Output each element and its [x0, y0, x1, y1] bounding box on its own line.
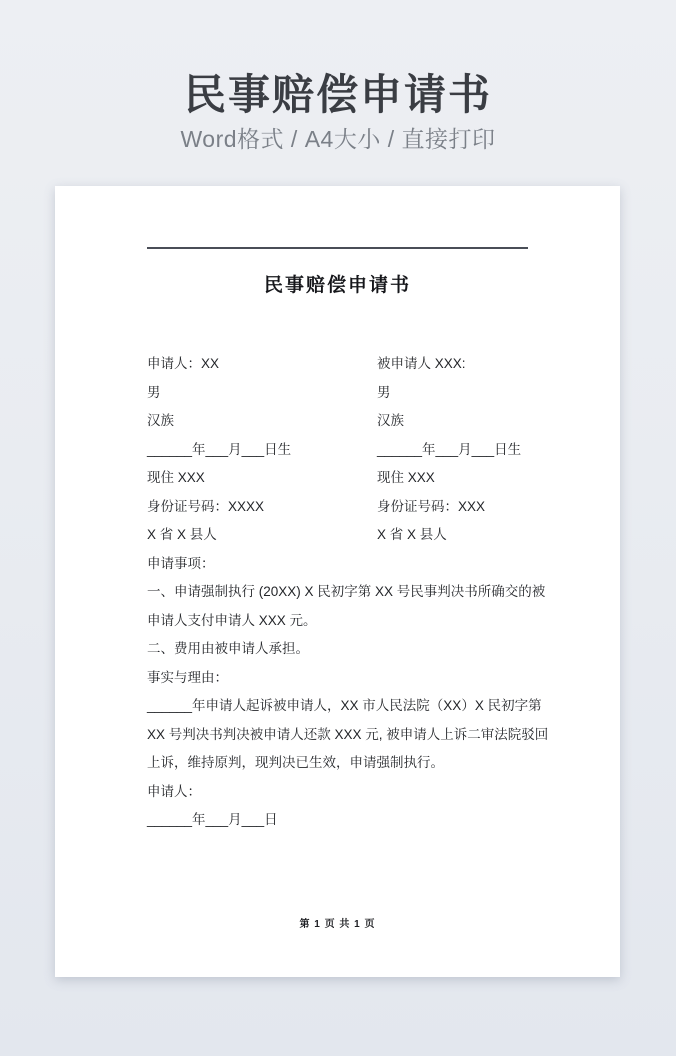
body-line: 上诉，维持原判，现判决已生效，申请强制执行。: [147, 755, 444, 770]
body-line: ______年申请人起诉被申请人，XX 市人民法院（XX）X 民初字第: [147, 698, 542, 713]
body-line: XX 号判决书判决被申请人还款 XXX 元, 被申请人上诉二审法院驳回: [147, 726, 549, 742]
respondent-address: 现住 XXX: [377, 470, 435, 485]
info-row: [147, 350, 583, 379]
info-row: [147, 464, 583, 493]
applicant-origin: X 省 X 县人: [147, 527, 217, 542]
respondent-birthdate: ______年___月___日生: [377, 441, 522, 457]
applicant-birthdate: ______年___月___日生: [147, 441, 292, 457]
applicant-gender: 男: [147, 384, 161, 400]
body-line: 申请人：: [147, 783, 201, 799]
applicant-name: 申请人：XX: [147, 356, 220, 371]
document-page: [55, 186, 620, 977]
page-subtitle: Word格式 / A4大小 / 直接打印: [180, 126, 496, 152]
respondent-name: 被申请人 XXX:: [377, 356, 466, 371]
info-row: [147, 407, 583, 436]
body-line: 二、费用由被申请人承担。: [147, 641, 309, 656]
applicant-id-number: 身份证号码：XXXX: [147, 498, 265, 514]
page-title: 民事赔偿申请书: [183, 71, 492, 118]
info-row: [147, 521, 583, 550]
document-top-divider: [147, 247, 528, 249]
page-number-footer: 第 1 页 共 1 页: [299, 919, 376, 930]
document-content: [147, 350, 583, 835]
body-line: 一、申请强制执行 (20XX) X 民初字第 XX 号民事判决书所确交的被: [147, 584, 546, 599]
body-line: 申请事项：: [147, 555, 215, 571]
document-title: 民事赔偿申请书: [263, 275, 411, 296]
respondent-id-number: 身份证号码：XXX: [377, 498, 486, 514]
respondent-ethnicity: 汉族: [377, 413, 404, 428]
applicant-address: 现住 XXX: [147, 470, 205, 485]
body-line: ______年___月___日: [147, 812, 278, 827]
respondent-gender: 男: [377, 384, 391, 400]
info-row: [147, 379, 583, 408]
body-line: 申请人支付申请人 XXX 元。: [147, 612, 317, 628]
body-line: 事实与理由：: [147, 669, 228, 685]
respondent-origin: X 省 X 县人: [377, 527, 447, 542]
info-row: [147, 493, 583, 522]
applicant-ethnicity: 汉族: [147, 413, 174, 428]
info-row: [147, 436, 583, 465]
